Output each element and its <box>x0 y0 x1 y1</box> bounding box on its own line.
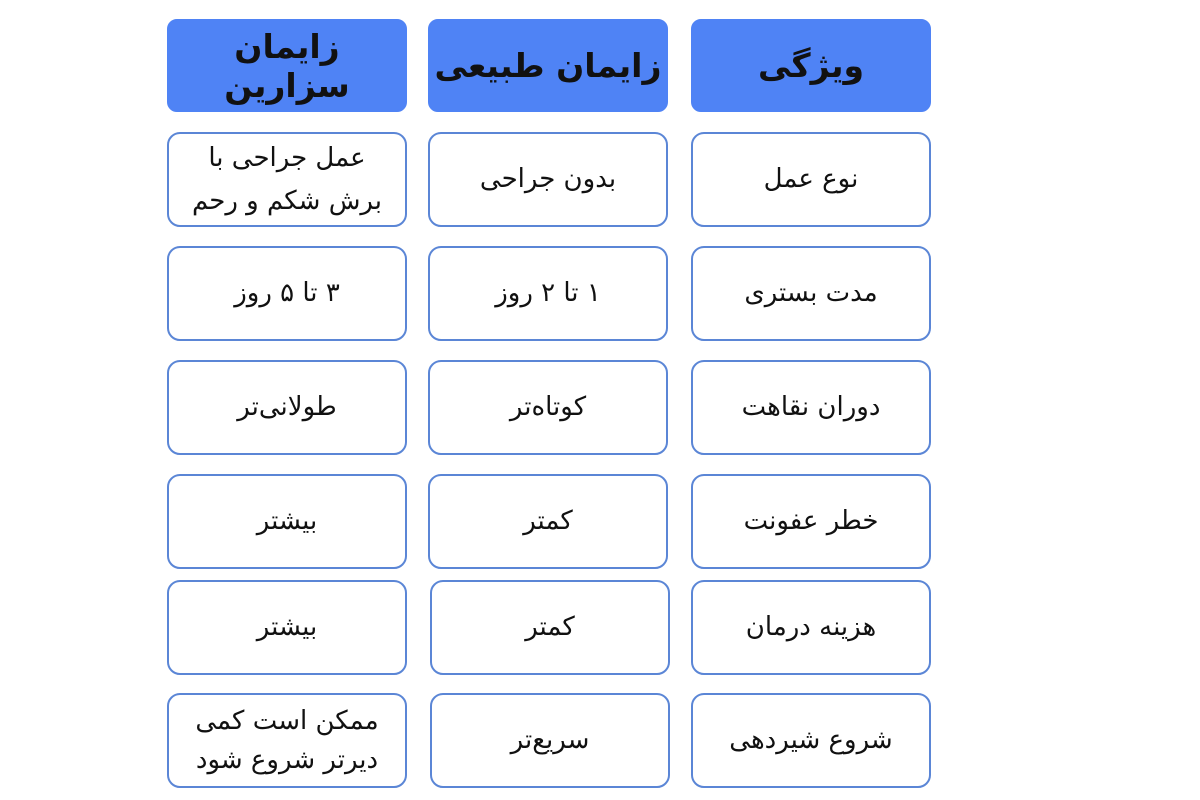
cell-text: نوع عمل <box>763 164 859 195</box>
cell-text: هزینه درمان <box>745 612 877 643</box>
cell-feature-row5 <box>691 580 931 675</box>
cell-cesarean-row2 <box>167 246 407 341</box>
cell-feature-row2 <box>691 246 931 341</box>
cell-text: کمتر <box>523 506 573 537</box>
cell-cesarean-row5 <box>167 580 407 675</box>
cell-cesarean-row3 <box>167 360 407 455</box>
header-natural <box>428 19 668 112</box>
cell-text: شروع شیردهی <box>729 725 893 756</box>
cell-feature-row1 <box>691 132 931 227</box>
cell-text: عمل جراحی با برش شکم و رحم <box>191 142 383 216</box>
header-natural-label: زایمان طبیعی <box>434 46 662 85</box>
cell-cesarean-row6 <box>167 693 407 788</box>
cell-text: بیشتر <box>256 506 318 537</box>
cell-natural-row1 <box>428 132 668 227</box>
cell-natural-row4 <box>428 474 668 569</box>
cell-text: سریع‌تر <box>510 725 590 756</box>
cell-text: ممکن است کمی دیرتر شروع شود <box>195 705 379 775</box>
cell-cesarean-row4 <box>167 474 407 569</box>
cell-text: کمتر <box>525 612 575 643</box>
cell-natural-row6 <box>430 693 670 788</box>
cell-feature-row3 <box>691 360 931 455</box>
cell-natural-row3 <box>428 360 668 455</box>
cell-text: بیشتر <box>256 612 318 643</box>
header-cesarean <box>167 19 407 112</box>
cell-feature-row6 <box>691 693 931 788</box>
cell-natural-row5 <box>430 580 670 675</box>
header-feature-label: ویژگی <box>758 46 865 85</box>
cell-natural-row2 <box>428 246 668 341</box>
cell-cesarean-row1 <box>167 132 407 227</box>
cell-text: دوران نقاهت <box>741 392 881 423</box>
cell-text: طولانی‌تر <box>237 392 337 423</box>
cell-text: ۱ تا ۲ روز <box>495 278 601 309</box>
cell-text: خطر عفونت <box>743 506 879 537</box>
cell-text: بدون جراحی <box>479 164 617 195</box>
cell-text: مدت بستری <box>744 278 878 309</box>
header-feature <box>691 19 931 112</box>
header-cesarean-label: زایمان سزارین <box>224 26 350 105</box>
cell-text: کوتاه‌تر <box>509 392 587 423</box>
cell-text: ۳ تا ۵ روز <box>234 278 340 309</box>
cell-feature-row4 <box>691 474 931 569</box>
